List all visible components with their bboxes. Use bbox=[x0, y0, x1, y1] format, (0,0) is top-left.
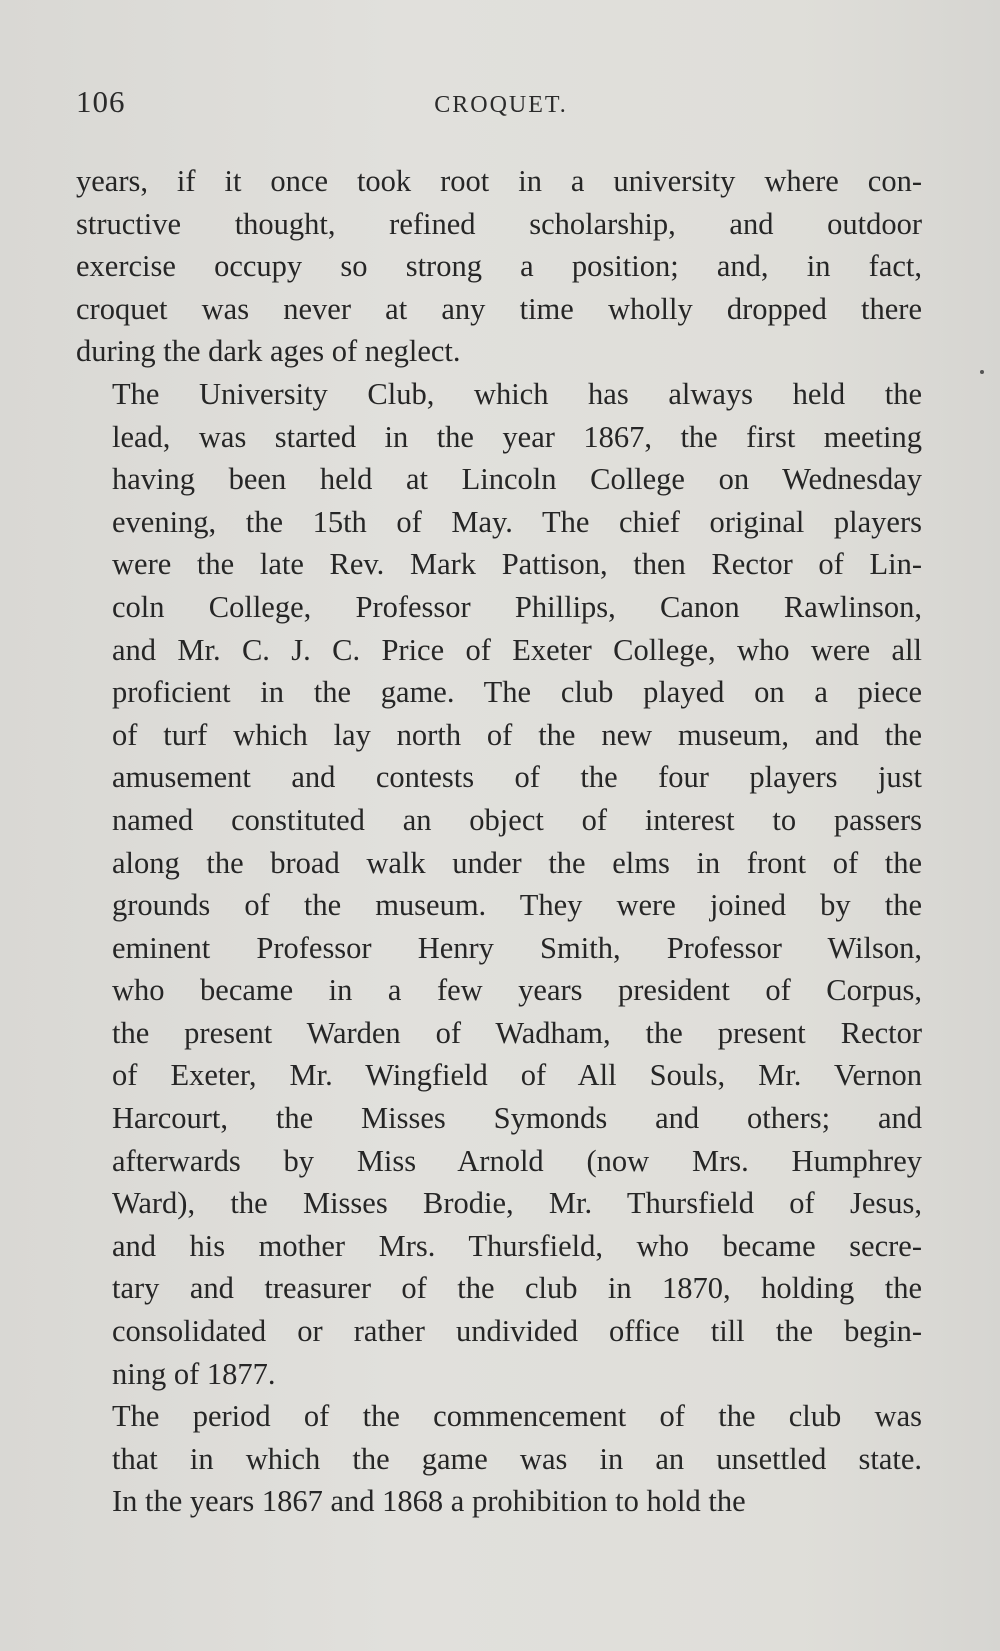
text-line: of turf which lay north of the new museum, and the bbox=[112, 717, 922, 752]
text-line: were the late Rev. Mark Pattison, then Rector of Lin- bbox=[112, 547, 922, 582]
text-line: along the broad walk under the elms in front of the bbox=[112, 845, 922, 880]
text-line: and his mother Mrs. Thursfield, who became secre- bbox=[112, 1228, 922, 1263]
text-line: eminent Professor Henry Smith, Professor Wilson, bbox=[112, 930, 922, 965]
text-line: named constituted an object of interest to passers bbox=[112, 802, 922, 837]
body-text bbox=[76, 160, 922, 1523]
text-line: Ward), the Misses Brodie, Mr. Thursfield of Jesus, bbox=[112, 1186, 922, 1221]
paragraph bbox=[76, 373, 922, 1395]
text-line: tary and treasurer of the club in 1870, holding the bbox=[112, 1271, 922, 1306]
text-line: proficient in the game. The club played on a piece bbox=[112, 675, 922, 710]
text-line: and Mr. C. J. C. Price of Exeter College, who were all bbox=[112, 632, 922, 667]
paragraph bbox=[76, 160, 922, 373]
text-line: In the years 1867 and 1868 a prohibition to hold the bbox=[112, 1484, 746, 1519]
text-line: that in which the game was in an unsettled state. bbox=[112, 1441, 922, 1476]
text-line: amusement and contests of the four players just bbox=[112, 760, 922, 795]
text-line: grounds of the museum. They were joined by the bbox=[112, 888, 922, 923]
text-line: coln College, Professor Phillips, Canon Rawlinson, bbox=[112, 589, 922, 624]
text-line: of Exeter, Mr. Wingfield of All Souls, Mr. Vernon bbox=[112, 1058, 922, 1093]
text-line: Harcourt, the Misses Symonds and others; and bbox=[112, 1101, 922, 1136]
text-line: ning of 1877. bbox=[112, 1356, 276, 1391]
running-head bbox=[76, 84, 926, 134]
text-line: evening, the 15th of May. The chief original players bbox=[112, 504, 922, 539]
text-line: structive thought, refined scholarship, and outdoor bbox=[76, 206, 922, 241]
text-line: afterwards by Miss Arnold (now Mrs. Humphrey bbox=[112, 1143, 922, 1178]
text-line: croquet was never at any time wholly dropped there bbox=[76, 291, 922, 326]
page-speck bbox=[980, 370, 984, 374]
text-line: during the dark ages of neglect. bbox=[76, 334, 461, 369]
text-line: lead, was started in the year 1867, the first meeting bbox=[112, 419, 922, 454]
running-title: CROQUET. bbox=[434, 92, 568, 118]
text-line: exercise occupy so strong a position; and, in fact, bbox=[76, 249, 922, 284]
text-line: the present Warden of Wadham, the present Rector bbox=[112, 1015, 922, 1050]
text-line: The period of the commencement of the club was bbox=[112, 1399, 922, 1434]
text-line: consolidated or rather undivided office till the begin- bbox=[112, 1314, 922, 1349]
text-line: having been held at Lincoln College on Wednesday bbox=[112, 462, 922, 497]
text-line: years, if it once took root in a university where con- bbox=[76, 164, 922, 198]
paragraph bbox=[76, 1395, 922, 1523]
text-line: who became in a few years president of Corpus, bbox=[112, 973, 922, 1008]
text-line: The University Club, which has always held the bbox=[112, 376, 922, 411]
page-number: 106 bbox=[76, 84, 126, 119]
